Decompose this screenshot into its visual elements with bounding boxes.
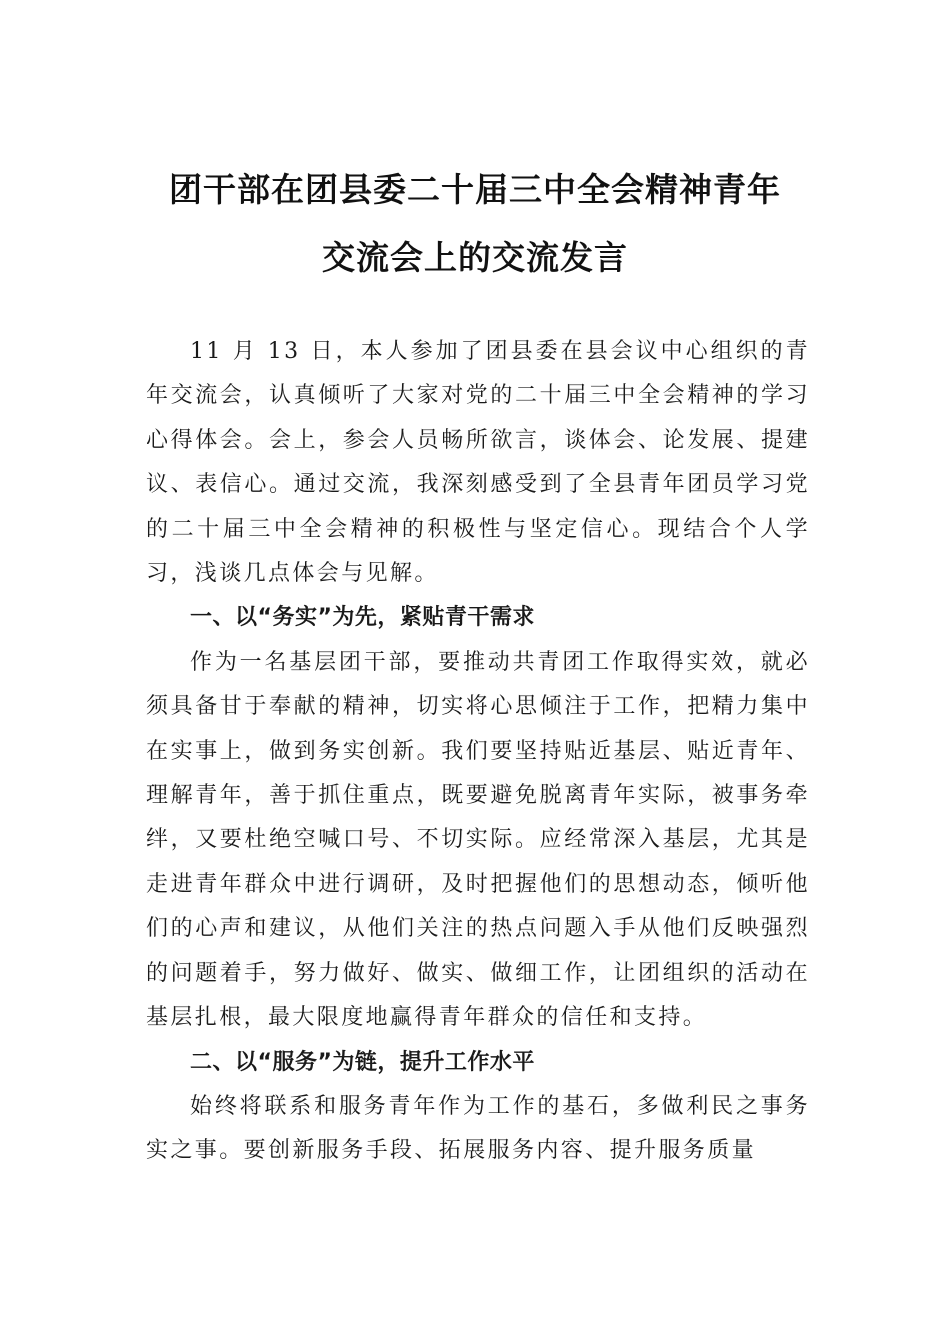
document-title-line-2: 交流会上的交流发言 — [322, 238, 628, 277]
document-body — [146, 330, 810, 1174]
paragraph-intro: 11 月 13 日，本人参加了团县委在县会议中心组织的青年交流会，认真倾听了大家对党的二十届三中全会精神的学习心得体会。会上，参会人员畅所欲言，谈体会、论发展、提建议、表信心。通过交流，我深刻感受到了全县青年团员学习党的二十届三中全会精神的积极性与坚定信心。现结合个人学习，浅谈几点体会与见解。 — [146, 339, 810, 587]
document-title-line-1: 团干部在团县委二十届三中全会精神青年 — [169, 170, 781, 209]
paragraph-section-1: 作为一名基层团干部，要推动共青团工作取得实效，就必须具备甘于奉献的精神，切实将心思倾注于工作，把精力集中在实事上，做到务实创新。我们要坚持贴近基层、贴近青年、理解青年，善于抓住重点，既要避免脱离青年实际，被事务牵绊，又要杜绝空喊口号、不切实际。应经常深入基层，尤其是走进青年群众中进行调研，及时把握他们的思想动态，倾听他们的心声和建议，从他们关注的热点问题入手从他们反映强烈的问题着手，努力做好、做实、做细工作，让团组织的活动在基层扎根，最大限度地赢得青年群众的信任和支持。 — [146, 649, 810, 1031]
section-heading-2: 二、以“服务”为链，提升工作水平 — [190, 1049, 535, 1075]
paragraph-section-2: 始终将联系和服务青年作为工作的基石，多做利民之事务实之事。要创新服务手段、拓展服务内容、提升服务质量 — [146, 1093, 810, 1164]
section-heading-1: 一、以“务实”为先，紧贴青干需求 — [190, 605, 535, 631]
